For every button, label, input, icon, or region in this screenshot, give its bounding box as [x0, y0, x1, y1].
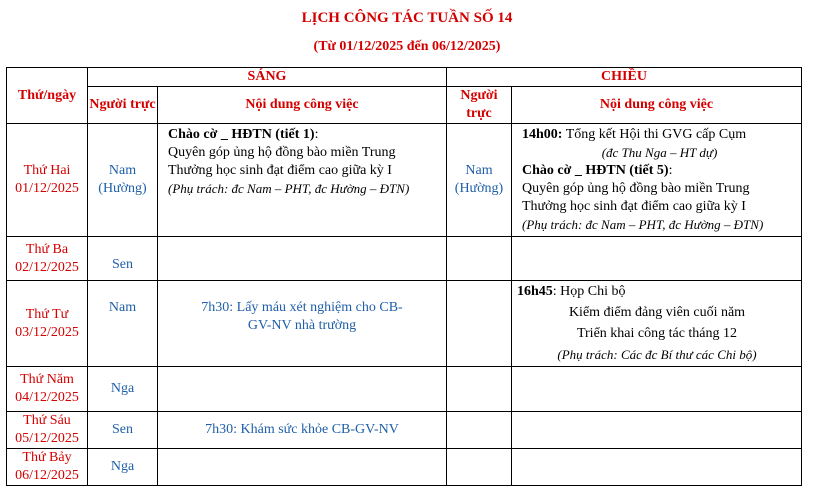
- pm-time: 14h00:: [522, 127, 563, 142]
- table-row: [7, 449, 802, 486]
- am-person: Nam (Hường): [88, 124, 158, 237]
- pm-content: [512, 367, 802, 412]
- day-cell: [7, 281, 88, 367]
- header-am-content: Nội dung công việc: [158, 87, 447, 124]
- table-row: [7, 367, 802, 412]
- am-content: 7h30: Khám sức khỏe CB-GV-NV: [158, 412, 447, 449]
- pm-note: (đc Thu Nga – HT dự): [601, 145, 718, 160]
- pm-line: Thưởng học sinh đạt điểm cao giữa kỳ I: [522, 199, 746, 214]
- page-title: LỊCH CÔNG TÁC TUẦN SỐ 14: [301, 10, 513, 26]
- day-label: Thứ Năm: [20, 372, 74, 387]
- day-label: Thứ Ba: [25, 241, 69, 257]
- pm-content: [512, 237, 802, 281]
- table-row: [7, 124, 802, 237]
- pm-note: (Phụ trách: đc Nam – PHT, đc Hường – ĐTN): [522, 217, 764, 232]
- am-person: Sen: [88, 412, 158, 449]
- pm-content: 16h45: Họp Chi bộ Kiểm điểm đảng viên cuối năm Triển khai công tác tháng 12 (Phụ trách: Các đc Bí thư các Chi bộ): [512, 281, 802, 367]
- am-content: [158, 367, 447, 412]
- day-label: Thứ Sáu: [23, 413, 71, 428]
- pm-content: [512, 449, 802, 486]
- date-label: 01/12/2025: [15, 181, 79, 196]
- date-label: 02/12/2025: [15, 259, 79, 275]
- page-subtitle: (Từ 01/12/2025 đến 06/12/2025): [313, 39, 501, 54]
- am-note: (Phụ trách: đc Nam – PHT, đc Hường – ĐTN): [168, 181, 410, 196]
- am-content: 7h30: Lấy máu xét nghiệm cho CB-GV-NV nhà trường: [158, 281, 447, 367]
- am-line: Thưởng học sinh đạt điểm cao giữa kỳ I: [168, 163, 392, 178]
- am-content: Chào cờ _ HĐTN (tiết 1): Quyên góp ủng hộ đồng bào miền Trung Thưởng học sinh đạt điểm cao giữa kỳ I (Phụ trách: đc Nam – PHT, đc Hường – ĐTN): [158, 124, 447, 237]
- pm-line: Kiểm điểm đảng viên cuối năm: [568, 305, 746, 320]
- day-label: Thứ Hai: [23, 163, 71, 178]
- pm-content: 14h00: Tổng kết Hội thi GVG cấp Cụm (đc Thu Nga – HT dự) Chào cờ _ HĐTN (tiết 5): Quyên góp ủng hộ đồng bào miền Trung Thưởng học sinh đạt điểm cao giữa kỳ I (Phụ trách: đc Nam – PHT, đc Hường – ĐTN): [512, 124, 802, 237]
- pm-person: [447, 237, 512, 281]
- am-person: Nga: [88, 449, 158, 486]
- pm-content: [512, 412, 802, 449]
- table-row: [7, 412, 802, 449]
- pm-person: [447, 281, 512, 367]
- table-row: [7, 237, 802, 281]
- date-label: 05/12/2025: [15, 431, 79, 446]
- date-label: 03/12/2025: [15, 324, 79, 340]
- day-cell: [7, 367, 88, 412]
- am-person: Sen: [88, 237, 158, 281]
- subheader-row: [7, 87, 802, 124]
- day-cell: [7, 237, 88, 281]
- header-pm-content: Nội dung công việc: [512, 87, 802, 124]
- date-label: 06/12/2025: [15, 468, 79, 483]
- am-content: [158, 449, 447, 486]
- pm-line: Quyên góp ủng hộ đồng bào miền Trung: [522, 181, 750, 196]
- am-line: Quyên góp ủng hộ đồng bào miền Trung: [168, 145, 396, 160]
- am-person: Nam: [88, 281, 158, 367]
- pm-person: Nam (Hường): [447, 124, 512, 237]
- table-row: [7, 281, 802, 367]
- am-heading: Chào cờ _ HĐTN (tiết 1): [168, 127, 315, 142]
- day-cell: [7, 124, 88, 237]
- pm-person: [447, 367, 512, 412]
- header-am-person: Người trực: [88, 87, 158, 124]
- header-afternoon: CHIỀU: [447, 68, 802, 87]
- header-pm-person: Người trực: [447, 87, 512, 124]
- pm-person: [447, 449, 512, 486]
- header-row: [7, 68, 802, 87]
- header-morning: SÁNG: [88, 68, 447, 87]
- schedule-table: [6, 67, 802, 486]
- pm-person: [447, 412, 512, 449]
- header-day: Thứ/ngày: [7, 68, 88, 124]
- day-cell: [7, 412, 88, 449]
- pm-line: Triển khai công tác tháng 12: [576, 326, 738, 341]
- pm-heading: Chào cờ _ HĐTN (tiết 5): [522, 163, 669, 178]
- day-cell: [7, 449, 88, 486]
- day-label: Thứ Tư: [25, 306, 69, 322]
- date-label: 04/12/2025: [15, 390, 79, 405]
- am-person: Nga: [88, 367, 158, 412]
- day-label: Thứ Bảy: [22, 450, 72, 465]
- pm-time: 16h45: [517, 284, 553, 299]
- pm-note: (Phụ trách: Các đc Bí thư các Chi bộ): [557, 347, 757, 362]
- am-content: [158, 237, 447, 281]
